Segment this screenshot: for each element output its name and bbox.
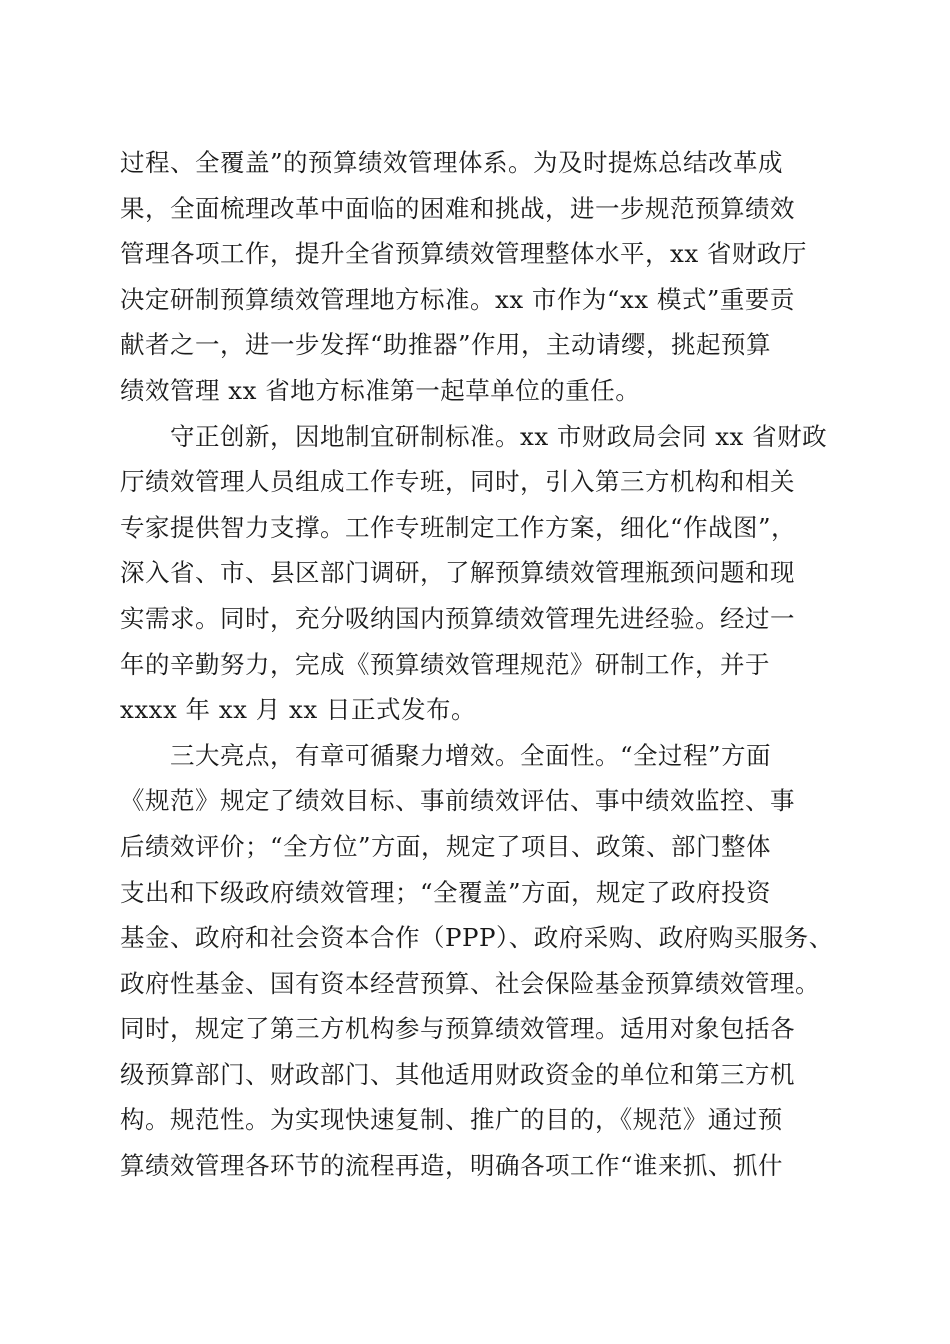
text-line: 构。规范性。为实现快速复制、推广的目的，《规范》通过预 (120, 1105, 783, 1135)
text-line: 年的辛勤努力，完成《预算绩效管理规范》研制工作，并于 (120, 649, 770, 679)
text-line: 守正创新，因地制宜研制标准。xx 市财政局会同 xx 省财政 (170, 421, 828, 451)
text-line: 基金、政府和社会资本合作（PPP）、政府采购、政府购买服务、 (120, 923, 834, 953)
text-line: 厅绩效管理人员组成工作专班，同时，引入第三方机构和相关 (120, 467, 795, 497)
text-line: 后绩效评价；“全方位”方面，规定了项目、政策、部门整体 (120, 831, 772, 861)
text-line: 深入省、市、县区部门调研，了解预算绩效管理瓶颈问题和现 (120, 558, 795, 588)
text-line: 级预算部门、财政部门、其他适用财政资金的单位和第三方机 (120, 1059, 795, 1089)
text-line: 果，全面梳理改革中面临的困难和挑战，进一步规范预算绩效 (120, 193, 795, 223)
paragraph-1 (120, 140, 840, 414)
text-line: 绩效管理 xx 省地方标准第一起草单位的重任。 (120, 375, 641, 405)
text-line: xxxx 年 xx 月 xx 日正式发布。 (120, 695, 476, 725)
text-line: 政府性基金、国有资本经营预算、社会保险基金预算绩效管理。 (120, 968, 820, 998)
text-line: 决定研制预算绩效管理地方标准。xx 市作为“xx 模式”重要贡 (120, 284, 795, 314)
text-line: 三大亮点，有章可循聚力增效。全面性。“全过程”方面 (170, 740, 772, 770)
paragraph-2 (120, 414, 840, 733)
text-line: 过程、全覆盖”的预算绩效管理体系。为及时提炼总结改革成 (120, 148, 784, 177)
document-body (120, 140, 840, 1189)
paragraph-3 (120, 733, 840, 1189)
text-line: 管理各项工作，提升全省预算绩效管理整体水平，xx 省财政厅 (120, 239, 807, 269)
text-line: 同时，规定了第三方机构参与预算绩效管理。适用对象包括各 (120, 1014, 795, 1044)
text-line: 《规范》规定了绩效目标、事前绩效评估、事中绩效监控、事 (120, 786, 795, 816)
text-line: 算绩效管理各环节的流程再造，明确各项工作“谁来抓、抓什 (120, 1151, 784, 1181)
text-line: 支出和下级政府绩效管理；“全覆盖”方面，规定了政府投资 (120, 877, 772, 907)
text-line: 献者之一，进一步发挥“助推器”作用，主动请缨，挑起预算 (120, 330, 772, 360)
text-line: 实需求。同时，充分吸纳国内预算绩效管理先进经验。经过一 (120, 603, 795, 633)
text-line: 专家提供智力支撑。工作专班制定工作方案，细化“作战图”， (120, 512, 797, 542)
